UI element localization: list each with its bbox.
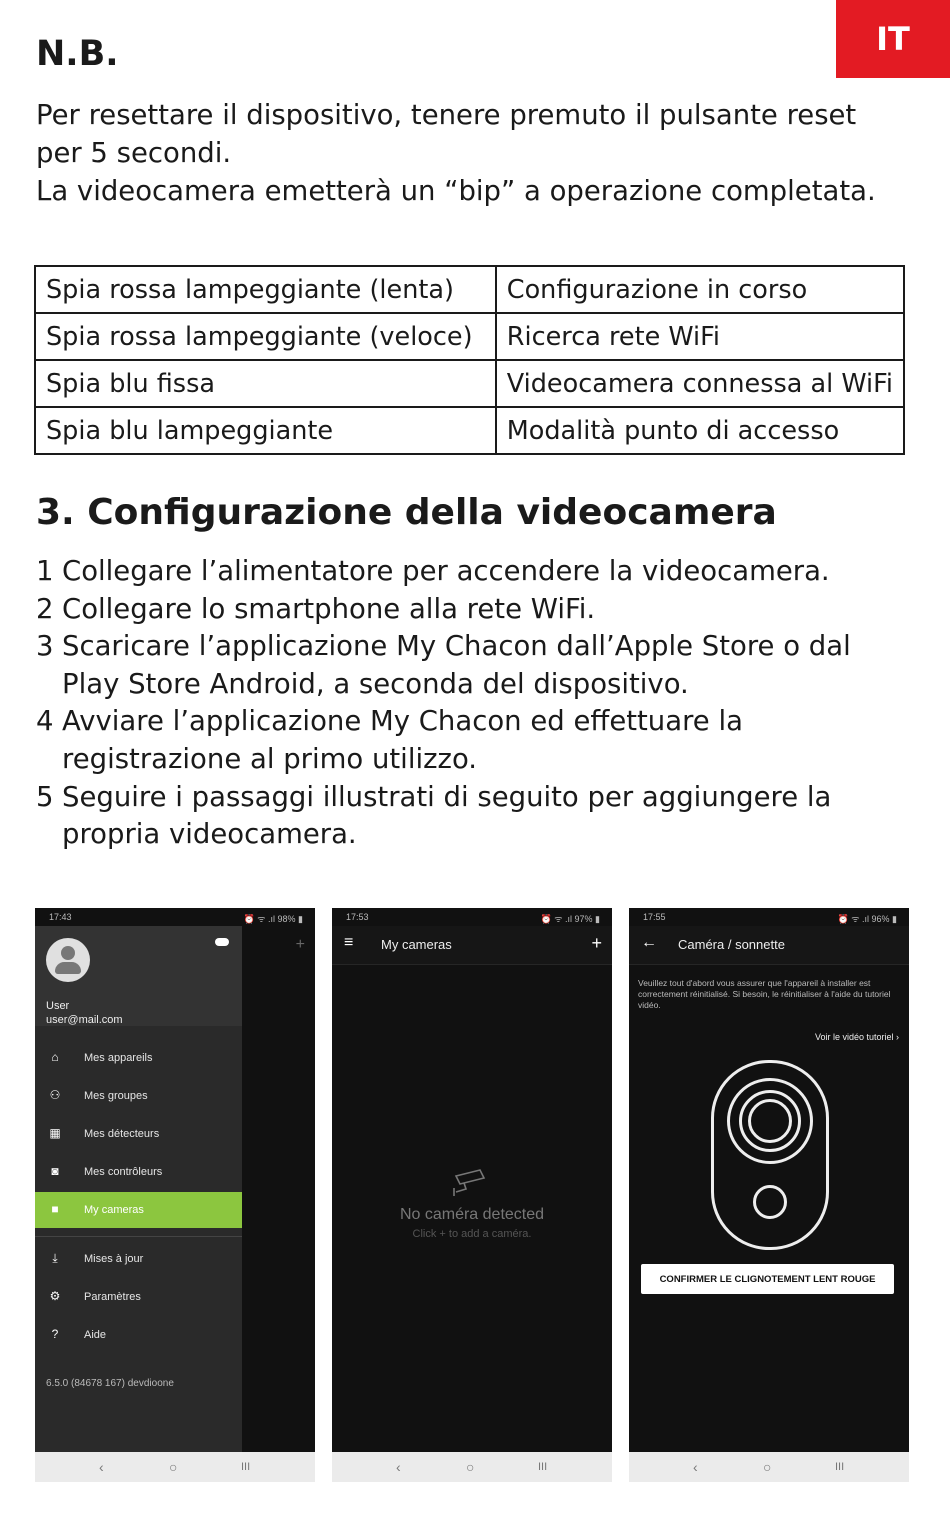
step-text: Collegare lo smartphone alla rete WiFi. xyxy=(62,592,596,625)
section-title: 3. Configurazione della videocamera xyxy=(36,492,777,533)
groups-icon: ⚇ xyxy=(49,1088,61,1102)
table-cell: Modalità punto di accesso xyxy=(496,407,904,454)
menu-item-my-cameras[interactable] xyxy=(35,1192,242,1228)
home-button-icon[interactable]: ○ xyxy=(466,1459,475,1475)
menu-label: Mes appareils xyxy=(84,1052,153,1064)
controller-icon: ◙ xyxy=(51,1164,59,1178)
back-arrow-icon[interactable]: ← xyxy=(641,934,657,951)
step-text: registrazione al primo utilizzo. xyxy=(62,742,478,775)
home-button-icon[interactable]: ○ xyxy=(763,1459,772,1475)
nb-heading: N.B. xyxy=(36,34,119,74)
setup-instructions: Veuillez tout d'abord vous assurer que l'appareil à installer est correctement réinitialisé. Si besoin, le réinitialiser à l'aide du tutoriel vidéo. xyxy=(638,978,891,1010)
avatar[interactable] xyxy=(46,938,90,982)
home-button-icon[interactable]: ○ xyxy=(169,1459,178,1475)
language-tag: IT xyxy=(836,0,950,78)
table-cell: Videocamera connessa al WiFi xyxy=(496,360,904,407)
download-icon: ⤓ xyxy=(52,1251,58,1265)
intro-line: Per resettare il dispositivo, tenere premuto il pulsante reset xyxy=(36,99,857,131)
table-row xyxy=(35,313,904,360)
list-item xyxy=(36,779,851,817)
android-navbar xyxy=(35,1452,315,1482)
doorbell-button-ring xyxy=(753,1185,787,1219)
table-row xyxy=(35,360,904,407)
step-text: Scaricare l’applicazione My Chacon dall’Apple Store o dal xyxy=(62,630,851,663)
back-icon[interactable]: ‹ xyxy=(396,1459,401,1475)
intro-line: per 5 secondi. xyxy=(36,137,232,169)
list-item xyxy=(36,666,851,704)
table-cell: Configurazione in corso xyxy=(496,266,904,313)
menu-item-mes-appareils[interactable] xyxy=(35,1040,242,1076)
add-camera-icon[interactable]: + xyxy=(591,933,602,953)
menu-label: Mes détecteurs xyxy=(84,1128,160,1140)
table-row xyxy=(35,407,904,454)
help-icon: ? xyxy=(51,1327,59,1341)
app-bar xyxy=(629,926,909,965)
steps-list xyxy=(36,553,851,854)
step-text: Seguire i passaggi illustrati di seguito per aggiungere la xyxy=(62,780,832,813)
home-icon: ⌂ xyxy=(51,1050,59,1064)
add-icon: + xyxy=(295,936,305,953)
table-cell: Spia blu fissa xyxy=(35,360,496,407)
lens-inner-ring xyxy=(748,1099,792,1143)
detector-icon: ▦ xyxy=(49,1126,61,1140)
led-status-table xyxy=(34,265,905,455)
back-icon[interactable]: ‹ xyxy=(99,1459,104,1475)
menu-item-mes-groupes[interactable] xyxy=(35,1078,242,1114)
intro-line: La videocamera emetterà un “bip” a operazione completata. xyxy=(36,175,876,207)
empty-state-title: No caméra detected xyxy=(399,1206,545,1223)
menu-label: Mes groupes xyxy=(84,1090,148,1102)
table-cell: Spia blu lampeggiante xyxy=(35,407,496,454)
status-icons: ⏰ ᯤ .ıl 97% ▮ xyxy=(540,914,600,924)
list-item xyxy=(36,741,851,779)
user-label: User xyxy=(46,1000,70,1012)
status-time: 17:55 xyxy=(643,912,666,922)
list-item xyxy=(36,703,851,741)
step-number: 2 xyxy=(36,592,54,625)
menu-item-parametres[interactable] xyxy=(35,1279,242,1315)
status-bar xyxy=(35,908,315,926)
user-email: user@mail.com xyxy=(46,1014,123,1026)
recents-icon[interactable]: III xyxy=(241,1461,251,1473)
step-text: Play Store Android, a seconda del dispositivo. xyxy=(62,667,689,700)
menu-label: Mes contrôleurs xyxy=(84,1166,163,1178)
menu-label: My cameras xyxy=(84,1204,144,1216)
navigation-drawer xyxy=(35,926,242,1452)
step-number: 1 xyxy=(36,555,54,587)
step-text: Collegare l’alimentatore per accendere la videocamera. xyxy=(62,555,830,587)
back-icon[interactable]: ‹ xyxy=(693,1459,698,1475)
empty-state-hint: Click + to add a caméra. xyxy=(412,1228,532,1240)
table-row xyxy=(35,266,904,313)
menu-item-aide[interactable] xyxy=(35,1317,242,1353)
gear-icon: ⚙ xyxy=(49,1289,61,1303)
menu-label: Mises à jour xyxy=(84,1253,144,1265)
list-item xyxy=(36,591,851,629)
tutorial-link[interactable]: Voir le vidéo tutoriel › xyxy=(814,1032,899,1042)
step-text: Avviare l’applicazione My Chacon ed effettuare la xyxy=(62,705,743,738)
step-number: 4 xyxy=(36,705,54,738)
status-bar xyxy=(629,908,909,926)
table-cell: Spia rossa lampeggiante (veloce) xyxy=(35,313,496,360)
menu-item-mes-detecteurs[interactable] xyxy=(35,1116,242,1152)
step-text: propria videocamera. xyxy=(62,818,357,851)
phone-screenshot-cameras xyxy=(332,908,612,1482)
list-item xyxy=(36,816,851,854)
android-navbar xyxy=(332,1452,612,1482)
confirm-slow-red-blink-button[interactable]: CONFIRMER LE CLIGNOTEMENT LENT ROUGE xyxy=(641,1264,894,1294)
list-item xyxy=(36,553,851,591)
status-icons: ⏰ ᯤ .ıl 96% ▮ xyxy=(837,914,897,924)
recents-icon[interactable]: III xyxy=(835,1461,845,1473)
table-cell: Ricerca rete WiFi xyxy=(496,313,904,360)
phone-screenshot-menu xyxy=(35,908,315,1482)
hamburger-menu-icon[interactable]: ≡ xyxy=(344,934,354,951)
menu-item-mises-a-jour[interactable] xyxy=(35,1241,242,1277)
phone-screenshot-setup xyxy=(629,908,909,1482)
recents-icon[interactable]: III xyxy=(538,1461,548,1473)
menu-divider xyxy=(35,1236,242,1237)
cloud-icon[interactable] xyxy=(215,938,229,946)
menu-label: Paramètres xyxy=(84,1291,141,1303)
drawer-header xyxy=(35,926,242,1026)
menu-label: Aide xyxy=(84,1329,107,1341)
step-number: 5 xyxy=(36,780,54,813)
user-info xyxy=(46,999,123,1027)
status-bar xyxy=(332,908,612,926)
status-time: 17:43 xyxy=(49,912,72,922)
step-number: 3 xyxy=(36,630,54,663)
app-bar-title: My cameras xyxy=(381,937,452,952)
app-bar xyxy=(332,926,612,965)
app-bar-title: Caméra / sonnette xyxy=(678,937,785,952)
status-icons: ⏰ ᯤ .ıl 98% ▮ xyxy=(243,914,303,924)
camera-icon: ■ xyxy=(51,1202,59,1216)
table-cell: Spia rossa lampeggiante (lenta) xyxy=(35,266,496,313)
list-item xyxy=(36,628,851,666)
android-navbar xyxy=(629,1452,909,1482)
security-camera-icon xyxy=(450,1168,490,1205)
menu-item-mes-controleurs[interactable] xyxy=(35,1154,242,1190)
app-version: 6.5.0 (84678 167) devdioone xyxy=(46,1378,174,1389)
doorbell-illustration xyxy=(711,1060,829,1250)
status-time: 17:53 xyxy=(346,912,369,922)
